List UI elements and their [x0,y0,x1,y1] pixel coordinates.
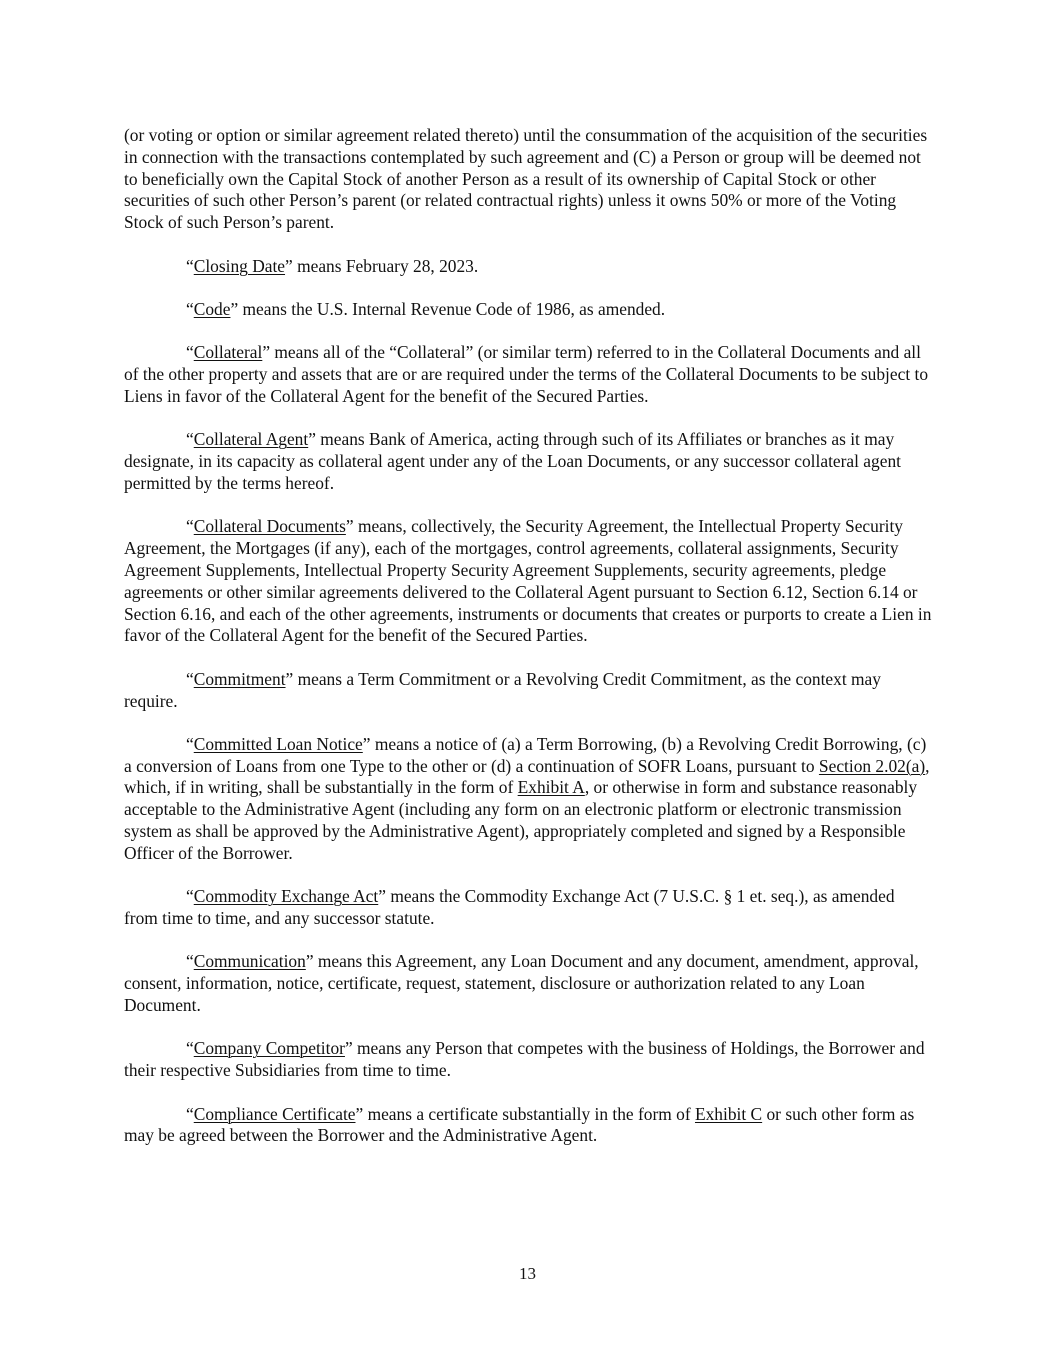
definition-text: ” means February 28, 2023. [285,255,479,276]
defined-term: Company Competitor [193,1038,345,1059]
defined-term: Committed Loan Notice [193,733,363,754]
defined-term: Communication [193,951,306,972]
cross-reference: Exhibit C [694,1103,763,1124]
definition-paragraph: “Committed Loan Notice” means a notice of (a) a Term Borrowing, (b) a Revolving Credit Borrowing, (c) a conversion of Loans from one Type to the other or (d) a continuation of SOFR Loans, pursuant to Section 2.02(a), which, if in writing, shall be substantially in the form of Exhibit A, or otherwise in form and substance reasonably acceptable to the Administrative Agent (including any form on an electronic platform or electronic transmission system as shall be approved by the Administrative Agent), appropriately completed and signed by a Responsible Officer of the Borrower. [124,733,930,863]
definition-text: ” means a Term Commitment or a Revolving Credit Commitment, as the context may require. [124,668,881,711]
definition-paragraph: “Code” means the U.S. Internal Revenue Code of 1986, as amended. [186,298,666,319]
definition-paragraph: “Compliance Certificate” means a certificate substantially in the form of Exhibit C or such other form as may be agreed between the Borrower and the Administrative Agent. [124,1103,915,1146]
intro-paragraph: (or voting or option or similar agreement related thereto) until the consummation of the acquisition of the securities in connection with the transactions contemplated by such agreement and (C) a Person or group will be deemed not to beneficially own the Capital Stock of another Person as a result of its ownership of Capital Stock or other securities of such other Person’s parent (or related contractual rights) unless it owns 50% or more of the Voting Stock of such Person’s parent. [124,125,928,233]
definition-paragraph: “Collateral” means all of the “Collateral” (or similar term) referred to in the Collateral Documents and all of the other property and assets that are or are required under the terms of the Collateral Documents to be subject to Liens in favor of the Collateral Agent for the benefit of the Secured Parties. [124,342,929,406]
definition-text: or such other form as may be agreed between the Borrower and the Administrative Agent. [124,1103,915,1146]
document-body [124,125,932,1169]
definition-text: ” means all of the “Collateral” (or similar term) referred to in the Collateral Documents and all of the other property and assets that are or are required under the terms of the Collateral Documents to be subject to Liens in favor of the Collateral Agent for the benefit of the Secured Parties. [124,342,929,406]
defined-term: Commitment [193,668,286,689]
cross-reference: Exhibit A [517,777,585,798]
definition-paragraph: “Communication” means this Agreement, any Loan Document and any document, amendment, approval, consent, information, notice, certificate, request, statement, disclosure or authorization related to any Loan Document. [124,951,919,1016]
definition-paragraph: “Company Competitor” means any Person that competes with the business of Holdings, the Borrower and their respective Subsidiaries from time to time. [124,1038,925,1081]
definition-paragraph: “Collateral Documents” means, collectively, the Security Agreement, the Intellectual Property Security Agreement, the Mortgages (if any), each of the mortgages, control agreements, collateral assignments, Security Agreement Supplements, Intellectual Property Security Agreement Supplements, security agreements, pledge agreements or other similar agreements delivered to the Collateral Agent pursuant to Section 6.12, Section 6.14 or Section 6.16, and each of the other agreements, instruments or documents that creates or purports to create a Lien in favor of the Collateral Agent for the benefit of the Secured Parties. [124,516,932,646]
defined-term: Code [193,298,231,319]
defined-term: Closing Date [193,255,286,276]
definition-text: ” means a notice of (a) a Term Borrowing, (b) a Revolving Credit Borrowing, (c) a conversion of Loans from one Type to the other or (d) a continuation of SOFR Loans, pursuant to [124,733,927,776]
definition-text: ” means Bank of America, acting through such of its Affiliates or branches as it may designate, in its capacity as collateral agent under any of the Loan Documents, or any successor collateral agent permitted by the terms hereof. [124,429,901,493]
definition-paragraph: “Collateral Agent” means Bank of America, acting through such of its Affiliates or branches as it may designate, in its capacity as collateral agent under any of the Loan Documents, or any successor collateral agent permitted by the terms hereof. [124,429,901,493]
definition-text: ” means the U.S. Internal Revenue Code of 1986, as amended. [230,298,666,319]
definition-paragraph: “Closing Date” means February 28, 2023. [186,255,479,276]
definition-paragraph: “Commodity Exchange Act” means the Commodity Exchange Act (7 U.S.C. § 1 et. seq.), as amended from time to time, and any successor statute. [124,886,895,929]
definition-text: ” means any Person that competes with the business of Holdings, the Borrower and their respective Subsidiaries from time to time. [124,1038,925,1081]
definition-text: ” means, collectively, the Security Agreement, the Intellectual Property Security Agreement, the Mortgages (if any), each of the mortgages, control agreements, collateral assignments, Security Agreement Supplements, Intellectual Property Security Agreement Supplements, security agreements, pledge agreements or other similar agreements delivered to the Collateral Agent pursuant to Section 6.12, Section 6.14 or Section 6.16, and each of the other agreements, instruments or documents that creates or purports to create a Lien in favor of the Collateral Agent for the benefit of the Secured Parties. [124,516,932,646]
defined-term: Collateral [193,342,263,363]
defined-term: Collateral Agent [193,429,309,450]
definition-text: ” means a certificate substantially in the form of [355,1103,695,1124]
defined-term: Collateral Documents [193,516,346,537]
definition-text: , or otherwise in form and substance reasonably acceptable to the Administrative Agent (including any form on an electronic platform or electronic transmission system as shall be approved by the Administrative Agent), appropriately completed and signed by a Responsible Officer of the Borrower. [124,777,918,863]
definition-paragraph: “Commitment” means a Term Commitment or a Revolving Credit Commitment, as the context may require. [124,668,881,711]
page-number: 13 [519,1264,536,1283]
definition-text: ” means the Commodity Exchange Act (7 U.S.C. § 1 et. seq.), as amended from time to time, and any successor statute. [124,886,895,929]
defined-term: Commodity Exchange Act [193,886,379,907]
definition-text: , which, if in writing, shall be substantially in the form of [124,755,930,798]
definitions-list [124,256,932,1148]
cross-reference: Section 2.02(a) [818,755,926,776]
definition-text: ” means this Agreement, any Loan Document and any document, amendment, approval, consent, information, notice, certificate, request, statement, disclosure or authorization related to any Loan Document. [124,951,919,1016]
defined-term: Compliance Certificate [193,1103,356,1124]
